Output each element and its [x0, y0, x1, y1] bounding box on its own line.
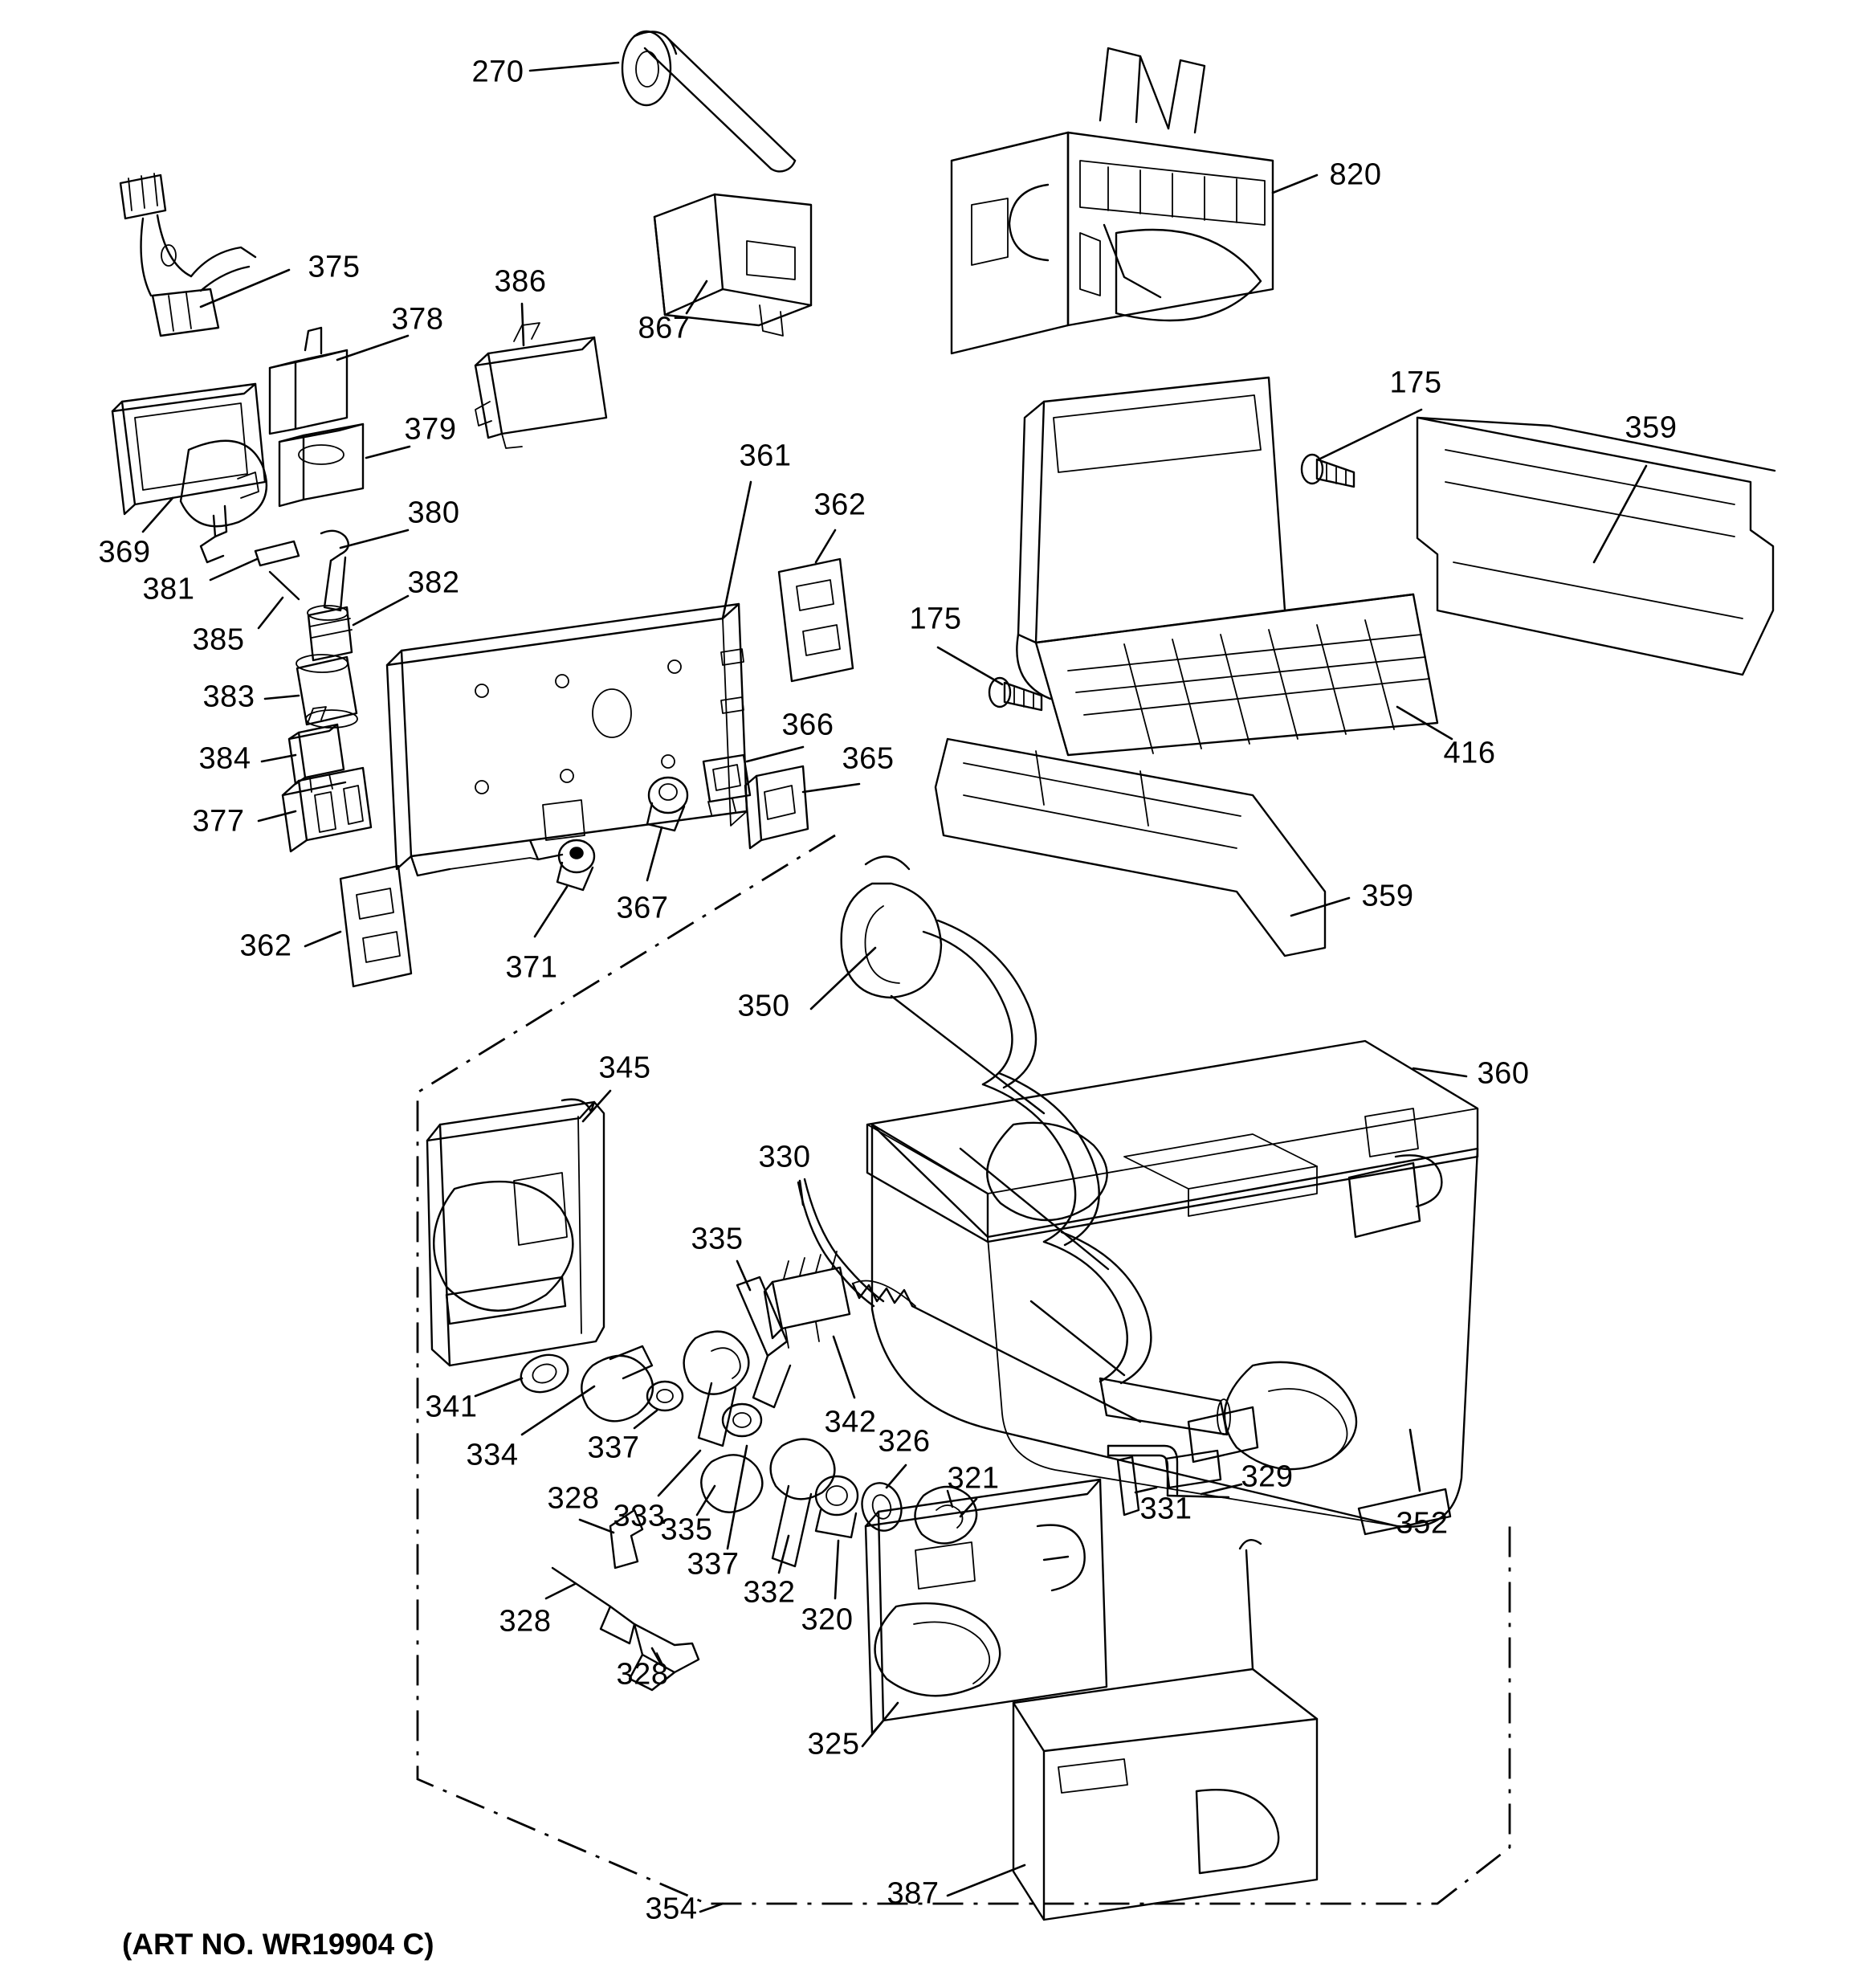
leader-416 [1397, 707, 1452, 739]
part-335-arm-b [701, 1455, 762, 1512]
callout-331: 331 [1139, 1492, 1192, 1526]
leader-175-lower [938, 647, 1002, 684]
part-335-arm-a [737, 1277, 790, 1407]
callout-380: 380 [407, 496, 460, 530]
part-350-auger [842, 856, 1230, 1435]
callout-335-b: 335 [660, 1512, 713, 1547]
callout-330: 330 [758, 1140, 811, 1174]
callout-360: 360 [1477, 1056, 1530, 1091]
leader-335-a [737, 1261, 750, 1290]
callout-379: 379 [404, 412, 457, 447]
part-328-rod [552, 1568, 634, 1643]
callout-352: 352 [1396, 1506, 1449, 1541]
leader-371 [535, 887, 567, 937]
leader-366 [747, 747, 803, 761]
callout-361: 361 [739, 439, 792, 473]
part-175-screw-lower [989, 678, 1042, 710]
part-326-washer [857, 1479, 907, 1535]
part-334-link [581, 1346, 653, 1421]
part-380-plunger [321, 531, 349, 610]
leader-820 [1273, 175, 1317, 193]
part-333-lever [684, 1332, 749, 1446]
part-342-switch [764, 1251, 850, 1348]
callout-378: 378 [391, 302, 444, 337]
part-359-rail-upper [1417, 418, 1775, 675]
callout-383: 383 [202, 680, 255, 714]
callout-334: 334 [466, 1438, 519, 1472]
callout-359-lower: 359 [1361, 879, 1414, 913]
part-366-switch [703, 755, 750, 814]
leader-359-upper [1594, 466, 1646, 562]
callout-270: 270 [471, 55, 524, 89]
callout-335-a: 335 [691, 1222, 744, 1256]
leader-354 [700, 1904, 723, 1912]
art-number-label: (ART NO. WR19904 C) [122, 1928, 434, 1961]
part-270-tube [622, 31, 795, 171]
leader-380 [340, 530, 408, 548]
callout-369: 369 [98, 535, 151, 569]
callout-377: 377 [192, 804, 245, 839]
callout-328-a: 328 [547, 1481, 600, 1516]
leader-270 [530, 63, 618, 71]
part-320-grommet [816, 1476, 858, 1537]
leader-334 [522, 1386, 594, 1435]
part-359-rail-lower [936, 739, 1325, 956]
leader-361 [723, 482, 751, 618]
leader-326 [887, 1465, 906, 1488]
part-365-clip [745, 766, 808, 848]
leader-378 [337, 336, 408, 360]
part-820-icemaker [952, 48, 1273, 353]
callout-326: 326 [878, 1424, 931, 1459]
part-387-cover [1013, 1540, 1317, 1920]
leader-367 [647, 827, 662, 880]
callout-365: 365 [842, 741, 895, 776]
part-378-solenoid [270, 328, 347, 434]
leader-333 [658, 1451, 700, 1496]
leader-365 [803, 784, 859, 792]
callout-820: 820 [1329, 157, 1382, 192]
callout-867: 867 [638, 311, 691, 345]
leader-332 [779, 1536, 789, 1573]
part-382-bushing [308, 606, 352, 660]
leader-377 [259, 811, 296, 821]
leader-362-upper [816, 530, 835, 562]
part-381-pin [255, 541, 299, 565]
callout-381: 381 [142, 572, 195, 606]
part-329-rod [1108, 1446, 1229, 1497]
part-337-bushing-a [647, 1382, 683, 1410]
leader-337-b [728, 1446, 747, 1549]
leader-375 [201, 270, 289, 307]
part-331-bracket [1118, 1457, 1139, 1515]
part-360-lid [867, 1041, 1478, 1242]
part-385-rod [270, 572, 299, 599]
part-375-harness [120, 173, 255, 336]
leader-341 [475, 1378, 522, 1396]
leader-383 [265, 696, 299, 699]
leader-362-lower [305, 932, 340, 946]
leader-381 [210, 559, 257, 580]
part-384-switch [289, 707, 344, 792]
callout-387: 387 [887, 1876, 940, 1911]
callout-416: 416 [1443, 736, 1496, 770]
callout-328-c: 328 [616, 1657, 669, 1692]
callout-337-b: 337 [687, 1547, 740, 1582]
part-362-upper [779, 559, 853, 681]
callout-332: 332 [743, 1575, 796, 1610]
callout-175-lower: 175 [909, 602, 962, 636]
callout-325: 325 [807, 1727, 860, 1761]
leader-386 [522, 304, 524, 345]
leader-387 [948, 1865, 1025, 1896]
callout-362-upper: 362 [813, 488, 866, 522]
leader-342 [834, 1337, 854, 1398]
part-379-block [279, 424, 363, 506]
callout-359-upper: 359 [1625, 410, 1678, 445]
part-175-screw-upper [1302, 455, 1354, 487]
callout-175-upper: 175 [1389, 365, 1442, 400]
leader-335-b [697, 1486, 715, 1515]
callout-333: 333 [613, 1499, 666, 1533]
leader-328-b [546, 1584, 575, 1598]
callout-345: 345 [598, 1051, 651, 1085]
part-416-shelf [1017, 378, 1437, 755]
part-361-housing [387, 604, 747, 876]
leader-329 [1201, 1484, 1241, 1494]
leader-359-lower [1291, 898, 1349, 916]
callout-354: 354 [645, 1892, 698, 1926]
callout-329: 329 [1241, 1459, 1294, 1494]
callout-375: 375 [308, 250, 361, 284]
callout-337-a: 337 [587, 1431, 640, 1465]
callout-320: 320 [801, 1602, 854, 1637]
callout-382: 382 [407, 565, 460, 600]
callout-341: 341 [425, 1390, 478, 1424]
callout-328-b: 328 [499, 1604, 552, 1639]
leader-385 [259, 598, 283, 628]
part-386-module [475, 323, 606, 448]
callout-362-lower: 362 [239, 929, 292, 963]
callout-350: 350 [737, 989, 790, 1023]
callout-342: 342 [824, 1405, 877, 1439]
assembly-boundary-chain [418, 835, 1510, 1904]
callout-386: 386 [494, 264, 547, 299]
leader-325 [862, 1703, 898, 1746]
leader-320 [835, 1541, 838, 1598]
callout-384: 384 [198, 741, 251, 776]
callout-367: 367 [616, 891, 669, 925]
leader-321 [960, 1499, 976, 1517]
part-341-washer [516, 1349, 573, 1398]
part-383-sleeve [296, 655, 357, 728]
part-362-lower [340, 866, 411, 986]
leader-379 [366, 447, 410, 458]
leader-352 [1410, 1430, 1420, 1491]
part-371-screw [557, 840, 594, 890]
callout-371: 371 [505, 950, 558, 985]
part-345-chute [427, 1100, 604, 1365]
callout-366: 366 [781, 708, 834, 742]
part-332-lever [771, 1439, 835, 1566]
leader-382 [353, 596, 408, 625]
leader-175-upper [1319, 410, 1421, 459]
leader-328-a [580, 1520, 614, 1533]
callout-385: 385 [192, 623, 245, 657]
callout-321: 321 [947, 1461, 1000, 1496]
leader-384 [262, 755, 296, 761]
